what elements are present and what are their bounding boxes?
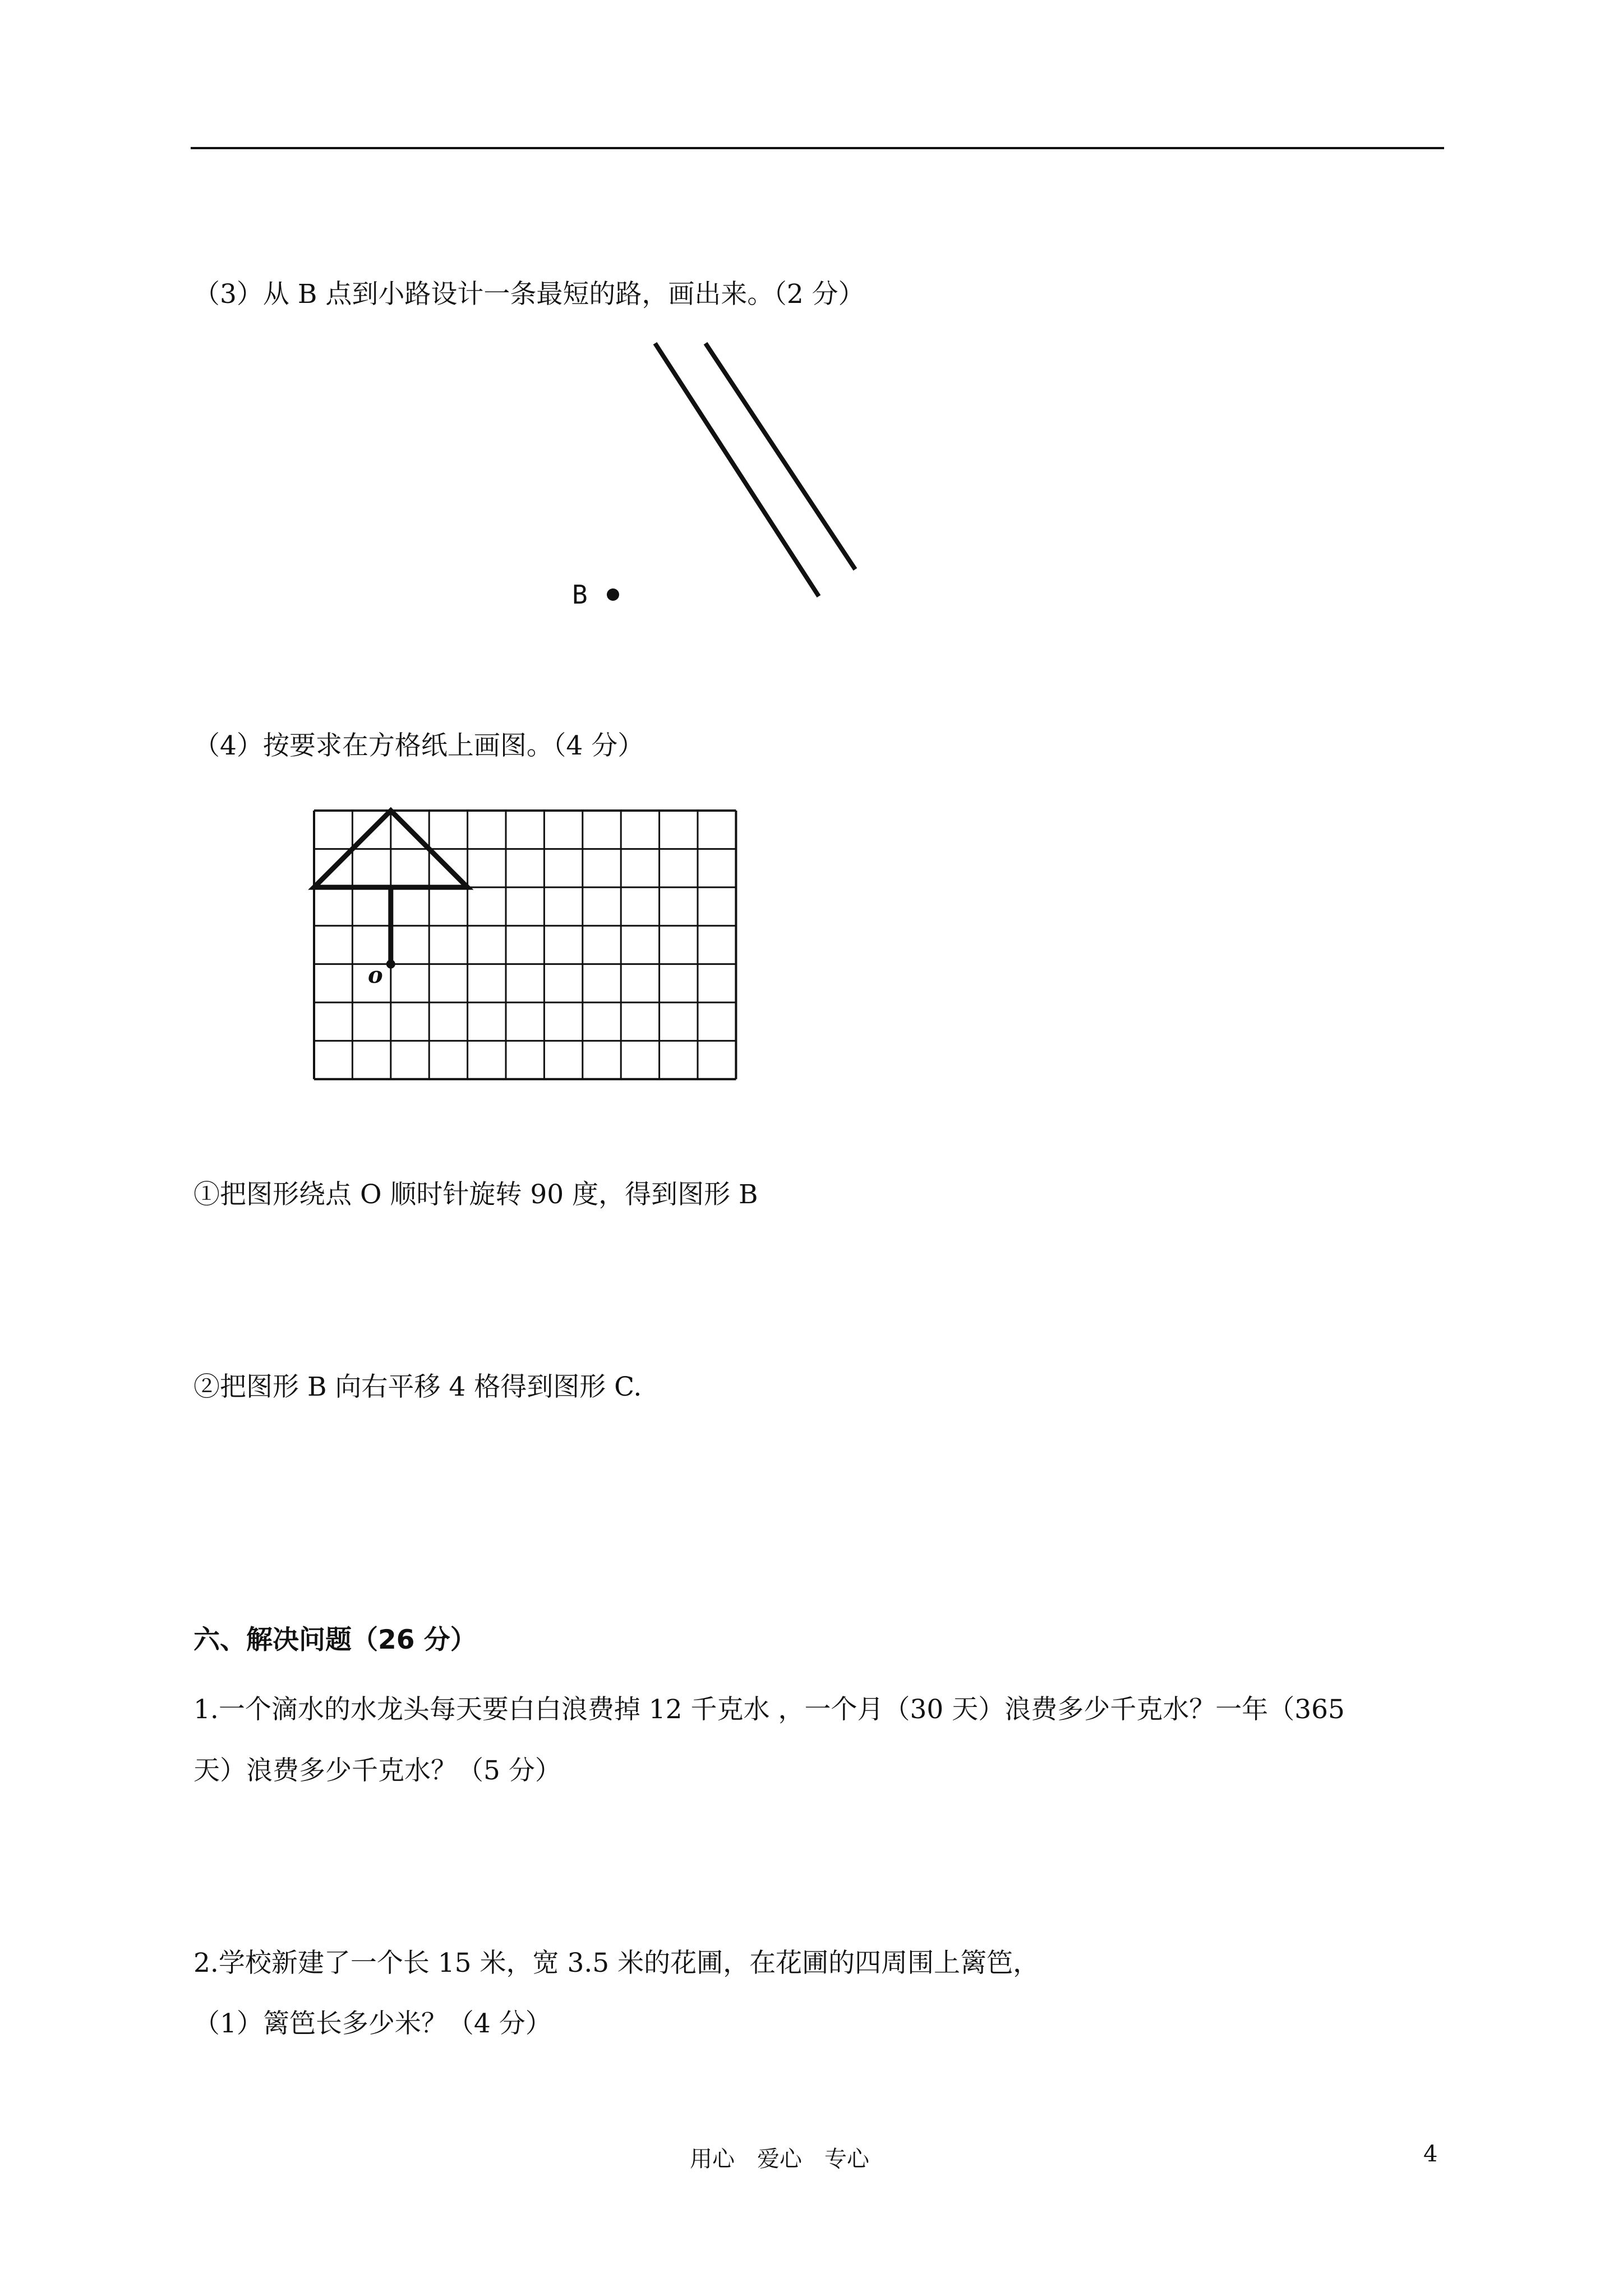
point-o-dot xyxy=(386,960,395,969)
section-6-title: 六、解决问题（26 分） xyxy=(193,1625,477,1655)
page-number: 4 xyxy=(1423,2141,1438,2167)
footer-motto: 用心 爱心 专心 xyxy=(690,2146,869,2172)
header-rule xyxy=(191,147,1444,149)
problem-2-sub-1: （1）篱笆长多少米？（4 分） xyxy=(193,2008,552,2039)
problem-2-text: 2.学校新建了一个长 15 米，宽 3.5 米的花圃，在花圃的四周围上篱笆， xyxy=(193,1948,1040,1978)
question-3-text: （3）从 B 点到小路设计一条最短的路，画出来。（2 分） xyxy=(193,279,865,310)
problem-1-line-1: 1.一个滴水的水龙头每天要白白浪费掉 12 千克水 ，一个月（30 天）浪费多少千克水？一年（365 xyxy=(193,1694,1345,1725)
question-4-step-1: ①把图形绕点 O 顺时针旋转 90 度，得到图形 B xyxy=(193,1179,758,1210)
road-edge-left xyxy=(655,343,819,596)
question-4-text: （4）按要求在方格纸上画图。（4 分） xyxy=(193,730,644,761)
point-b-dot xyxy=(607,588,619,601)
point-o-label: o xyxy=(368,962,383,988)
road-edge-right xyxy=(706,343,855,569)
umbrella-canopy xyxy=(314,811,468,887)
point-b-label: B xyxy=(572,579,588,610)
problem-1-line-2: 天）浪费多少千克水？（5 分） xyxy=(193,1755,561,1786)
question-4-step-2: ②把图形 B 向右平移 4 格得到图形 C. xyxy=(193,1372,642,1402)
